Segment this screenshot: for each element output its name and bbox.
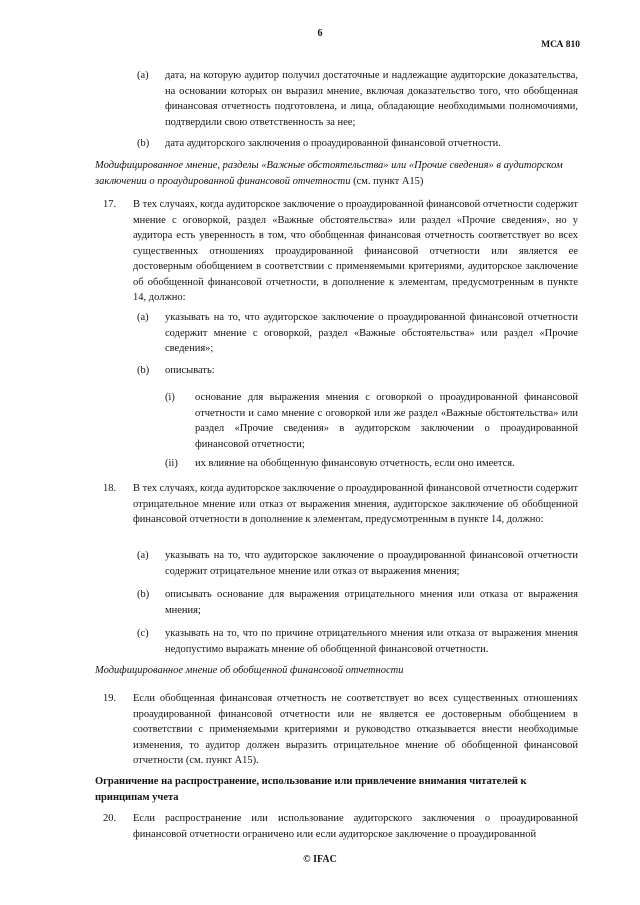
paragraph-text: Если распространение или использование аудиторского заключения о проаудированной финансовой отчетности ограничено или если аудиторское заключение о проаудированной (133, 813, 578, 840)
paragraph-text: Если обобщенная финансовая отчетность не соответствует во всех существенных отношениях проаудированной финансовой отчетности или не является ее достоверным обобщением в соответствии с применяемыми критериями и руководство отказывается внести необходимые изменения, то аудитор должен выразить отрицательное мнение об обобщенной финансовой отчетности (см. пункт А15). (133, 693, 578, 766)
list-item-text: указывать на то, что аудиторское заключение о проаудированной финансовой отчетности содержит отрицательное мнение или отказ от выражения мнения; (165, 550, 578, 577)
footer-copyright: © IFAC (303, 854, 337, 865)
section-heading-reference: (см. пункт А15) (350, 175, 424, 187)
section-heading: Модифицированное мнение об обобщенной финансовой отчетности (95, 665, 404, 676)
list-item-text: описывать основание для выражения отрицательного мнения или отказа от выражения мнения; (165, 589, 578, 616)
sublist-item-text: основание для выражения мнения с оговоркой о проаудированной финансовой отчетности и само мнение с оговоркой или же раздел «Важные обстоятельства» или раздел «Прочие сведения» в аудиторском заключении о проаудированной финансовой отчетности; (195, 392, 578, 450)
list-item-label: (c) (137, 628, 149, 639)
paragraph-text: В тех случаях, когда аудиторское заключение о проаудированной финансовой отчетности содержит мнение с оговоркой, раздел «Важные обстоятельства» или раздел «Прочие сведения», но у аудитора есть уверенность в том, что обобщенная финансовая отчетность соответствует во всех существенных отношениях проаудированной финансовой отчетности или является ее достоверным обобщением в соответствии с применяемыми критериями, аудиторское заключение об обобщенной финансовой отчетности, в дополнение к элементам, предусмотренным в пункте 14, должно: (133, 199, 579, 303)
section-heading (95, 158, 578, 189)
sublist-item-label: (ii) (165, 458, 178, 469)
list-item-label: (a) (137, 550, 149, 561)
paragraph-number: 17. (103, 199, 117, 210)
paragraph-text: В тех случаях, когда аудиторское заключение о проаудированной финансовой отчетности содержит отрицательное мнение или отказ от выражения мнения, аудиторское заключение об обобщенной финансовой отчетности в дополнение к элементам, предусмотренным в пункте 14, должно: (133, 483, 579, 525)
document-code: МСА 810 (541, 40, 580, 50)
page-number: 6 (317, 28, 323, 39)
list-item-text: дата аудиторского заключения о проаудированной финансовой отчетности. (165, 138, 501, 149)
sublist-item-text: их влияние на обобщенную финансовую отчетность, если оно имеется. (195, 458, 515, 469)
sublist-item-label: (i) (165, 392, 175, 403)
paragraph-number: 18. (103, 483, 117, 494)
list-item-label: (b) (137, 365, 150, 376)
list-item-label: (b) (137, 138, 150, 149)
list-item-label: (a) (137, 312, 149, 323)
section-heading-italic: Модифицированное мнение, разделы «Важные обстоятельства» или «Прочие сведения» в аудиторском заключении о проаудированной финансовой отчетности (95, 160, 563, 187)
paragraph-number: 19. (103, 693, 117, 704)
paragraph-number: 20. (103, 813, 117, 824)
list-item-text: дата, на которую аудитор получил достаточные и надлежащие аудиторские доказательства, на основании которых он выразил мнение, включая доказательство того, что обобщенная финансовая отчетность подготовлена, и лица, обладающие необходимыми полномочиями, подтвердили свою ответственность за нее; (165, 70, 578, 128)
section-heading: Ограничение на распространение, использование или привлечение внимания читателей к принципам учета (95, 776, 527, 803)
list-item-label: (b) (137, 589, 150, 600)
list-item-text: указывать на то, что аудиторское заключение о проаудированной финансовой отчетности содержит мнение с оговоркой, раздел «Важные обстоятельства» или раздел «Прочие сведения»; (165, 312, 578, 354)
list-item-text: описывать: (165, 365, 215, 376)
list-item-label: (a) (137, 70, 149, 81)
list-item-text: указывать на то, что по причине отрицательного мнения или отказа от выражения мнения недопустимо выражать мнение об обобщенной финансовой отчетности. (165, 628, 578, 655)
